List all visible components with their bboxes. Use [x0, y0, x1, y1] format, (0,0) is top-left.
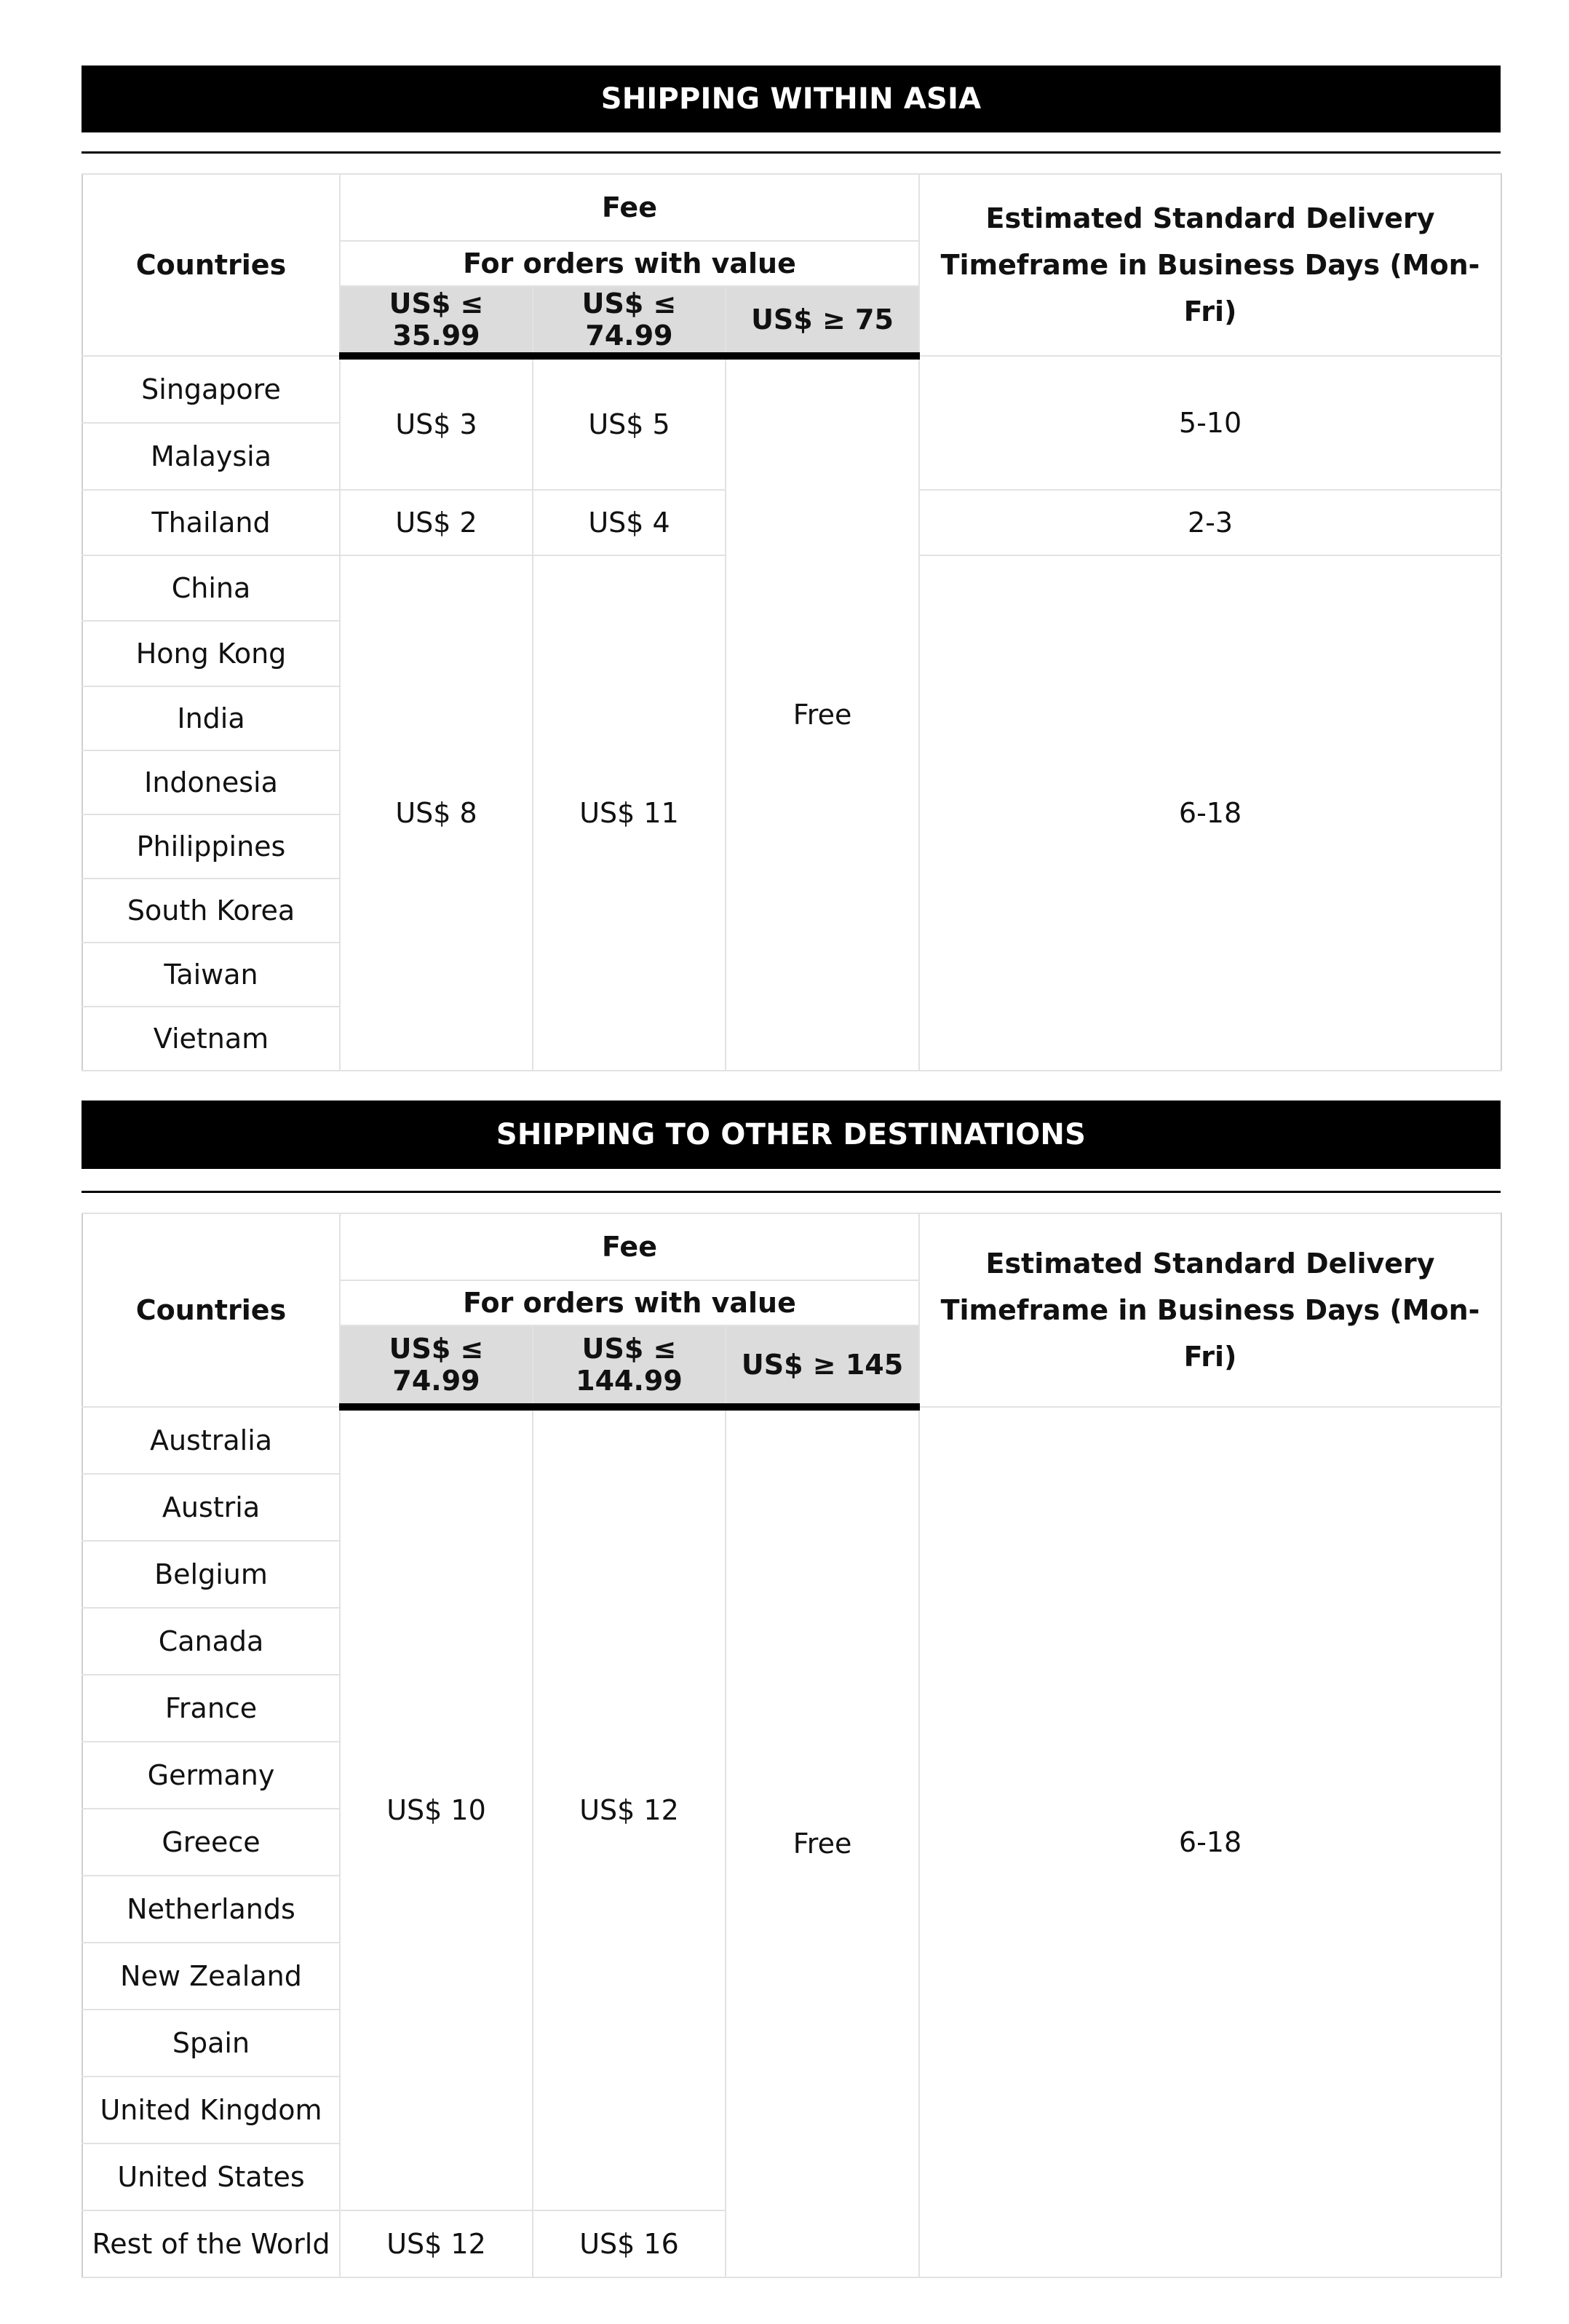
banner-title: SHIPPING TO OTHER DESTINATIONS	[496, 1118, 1087, 1151]
country-cell: France	[82, 1675, 340, 1742]
country-cell: Austria	[82, 1474, 340, 1541]
country-cell: Canada	[82, 1608, 340, 1675]
country-cell: Greece	[82, 1809, 340, 1876]
country-cell: United States	[82, 2143, 340, 2210]
tier-header-1: US$ ≤ 35.99	[340, 286, 533, 356]
country-cell: Taiwan	[82, 943, 340, 1007]
estimate-cell: 6-18	[919, 1407, 1501, 2277]
country-cell: Vietnam	[82, 1007, 340, 1071]
divider-rule	[82, 151, 1501, 154]
fee-cell: US$ 11	[533, 555, 726, 1071]
fee-cell: US$ 10	[340, 1407, 533, 2210]
country-cell: China	[82, 555, 340, 621]
fee-cell: US$ 2	[340, 490, 533, 555]
fee-header: Fee	[340, 1213, 919, 1280]
banner-title: SHIPPING WITHIN ASIA	[600, 82, 982, 116]
divider-rule	[82, 1191, 1501, 1193]
fee-cell: US$ 16	[533, 2210, 726, 2277]
country-cell: United Kingdom	[82, 2077, 340, 2143]
fee-cell: US$ 3	[340, 356, 533, 490]
country-cell: India	[82, 686, 340, 750]
country-cell: Australia	[82, 1407, 340, 1474]
tier-header-2: US$ ≤ 144.99	[533, 1325, 726, 1407]
fee-cell: US$ 8	[340, 555, 533, 1071]
countries-header: Countries	[82, 1213, 340, 1407]
tier-header-1: US$ ≤ 74.99	[340, 1325, 533, 1407]
tier-header-3: US$ ≥ 75	[726, 286, 919, 356]
country-cell: Thailand	[82, 490, 340, 555]
free-cell: Free	[726, 356, 919, 1071]
fee-cell: US$ 12	[340, 2210, 533, 2277]
estimate-cell: 2-3	[919, 490, 1501, 555]
asia-shipping-table	[82, 173, 1502, 1071]
estimate-header: Estimated Standard Delivery Timeframe in Business Days (Mon-Fri)	[919, 174, 1501, 356]
country-cell: Belgium	[82, 1541, 340, 1608]
free-cell: Free	[726, 1407, 919, 2277]
country-cell: Spain	[82, 2010, 340, 2077]
banner-shipping-other	[82, 1100, 1501, 1169]
country-cell: Singapore	[82, 356, 340, 423]
country-cell: Rest of the World	[82, 2210, 340, 2277]
countries-header: Countries	[82, 174, 340, 356]
country-cell: South Korea	[82, 879, 340, 943]
banner-shipping-asia	[82, 66, 1501, 132]
country-cell: Malaysia	[82, 423, 340, 490]
country-cell: Hong Kong	[82, 621, 340, 686]
fee-cell: US$ 12	[533, 1407, 726, 2210]
estimate-cell: 6-18	[919, 555, 1501, 1071]
country-cell: Germany	[82, 1742, 340, 1809]
other-shipping-table	[82, 1213, 1502, 2278]
country-cell: Netherlands	[82, 1876, 340, 1943]
estimate-header: Estimated Standard Delivery Timeframe in Business Days (Mon-Fri)	[919, 1213, 1501, 1407]
fee-subheader: For orders with value	[340, 1280, 919, 1325]
estimate-cell: 5-10	[919, 356, 1501, 490]
tier-header-2: US$ ≤ 74.99	[533, 286, 726, 356]
country-cell: Philippines	[82, 814, 340, 879]
fee-subheader: For orders with value	[340, 241, 919, 286]
fee-cell: US$ 5	[533, 356, 726, 490]
country-cell: Indonesia	[82, 750, 340, 814]
country-cell: New Zealand	[82, 1943, 340, 2010]
tier-header-3: US$ ≥ 145	[726, 1325, 919, 1407]
fee-cell: US$ 4	[533, 490, 726, 555]
fee-header: Fee	[340, 174, 919, 241]
